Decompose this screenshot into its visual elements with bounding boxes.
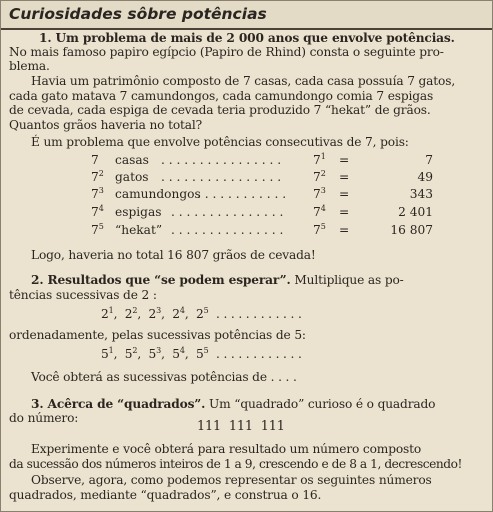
power-5-3: $5^3$,: [148, 346, 165, 361]
section3-line: Observe, agora, como podemos representar os seguintes números: [31, 473, 432, 487]
powers-of-5-row: [101, 347, 302, 362]
section2-heading-rest: Multiplique as po-: [294, 273, 404, 287]
section3-heading-rest: Um “quadrado” curioso é o quadrado: [208, 397, 436, 411]
section1-line: cada gato matava 7 camundongos, cada camundongo comia 7 espigas: [9, 89, 434, 103]
powers-2-dots: . . . . . . . . . . . .: [216, 307, 302, 321]
table-row-power: $7^5$: [313, 222, 326, 237]
power-5-2: $5^2$,: [124, 346, 142, 361]
table-row-dots: . . . . . . . . . . . . . . . .: [161, 153, 282, 167]
section1-conclusion: Logo, haveria no total 16 807 grãos de cevada!: [31, 248, 316, 262]
section1-line: É um problema que envolve potências consecutivas de 7, pois:: [31, 135, 409, 149]
table-row-base: $7^5$: [91, 222, 104, 237]
power-2-5: $2^5$: [196, 306, 209, 321]
table-row-dots: . . . . . . . . . . . . . . .: [171, 223, 284, 237]
header-bar: [1, 1, 492, 30]
table-row-value: 7: [425, 153, 433, 167]
power-5-5: $5^5$: [196, 346, 209, 361]
table-row-item: camundongos: [115, 187, 201, 201]
section1-line: de cevada, cada espiga de cevada teria produzido 7 “hekat” de grãos.: [9, 103, 431, 117]
table-row-dots: . . . . . . . . . . . . . . . .: [161, 170, 282, 184]
section2-heading-line: [31, 273, 404, 288]
table-row-power: $7^1$: [313, 152, 326, 167]
section3-heading-line: [31, 397, 435, 412]
table-row-equals: =: [339, 187, 350, 201]
section3-line: do número:: [9, 411, 79, 425]
section1-line: Quantos grãos haveria no total?: [9, 118, 202, 132]
section3-line: Experimente e você obterá para resultado um número composto: [31, 442, 422, 456]
power-2-3: $2^3$,: [148, 306, 165, 321]
section1-line: No mais famoso papiro egípcio (Papiro de Rhind) consta o seguinte pro-: [9, 45, 444, 59]
table-row-base: $7^2$: [91, 169, 104, 184]
table-row-base: $7^3$: [91, 186, 104, 201]
section3-number: 111 111 111: [197, 419, 285, 434]
section1-heading: 1. Um problema de mais de 2 000 anos que envolve potências.: [39, 31, 455, 45]
table-row-power: $7^4$: [313, 204, 326, 219]
section2-line: tências sucessivas de 2 :: [9, 288, 157, 302]
powers-of-2-row: [101, 307, 302, 322]
powers-5-dots: . . . . . . . . . . . .: [216, 347, 302, 361]
power-5-1: $5^1$,: [101, 346, 118, 361]
section1-line: Havia um patrimônio composto de 7 casas, cada casa possuía 7 gatos,: [31, 74, 456, 88]
table-row-dots: . . . . . . . . . . . . . . .: [171, 205, 284, 219]
table-row-base: $7^4$: [91, 204, 104, 219]
table-row-equals: =: [339, 170, 350, 184]
table-row-item: espigas: [115, 205, 162, 219]
table-row-equals: =: [339, 205, 350, 219]
table-row-value: 16 807: [390, 223, 433, 237]
table-row-equals: =: [339, 223, 350, 237]
table-row-value: 2 401: [398, 205, 433, 219]
table-row-item: gatos: [115, 170, 149, 184]
table-row-power: $7^3$: [313, 186, 326, 201]
power-2-4: $2^4$,: [172, 306, 189, 321]
table-row-base: 7: [91, 153, 99, 167]
section2-heading: 2. Resultados que “se podem esperar”.: [31, 273, 291, 287]
section3-heading: 3. Acêrca de “quadrados”.: [31, 397, 206, 411]
power-5-4: $5^4$,: [172, 346, 189, 361]
section2-line: ordenadamente, pelas sucessivas potências de 5:: [9, 328, 306, 342]
page-title: Curiosidades sôbre potências: [9, 5, 267, 23]
section1-line: blema.: [9, 59, 50, 73]
section2-line: Você obterá as sucessivas potências de . . . .: [31, 370, 297, 384]
table-row-dots: . . . . . . . . . . . .: [197, 187, 287, 201]
table-row-value: 343: [409, 187, 433, 201]
table-row-power: $7^2$: [313, 169, 326, 184]
table-row-item: “hekat”: [115, 223, 163, 237]
table-row-value: 49: [417, 170, 433, 184]
table-row-equals: =: [339, 153, 350, 167]
section3-line: da sucessão dos números inteiros de 1 a 9, crescendo e de 8 a 1, decrescendo!: [9, 457, 462, 471]
power-2-2: $2^2$,: [124, 306, 142, 321]
power-2-1: $2^1$,: [101, 306, 118, 321]
section3-line: quadrados, mediante “quadrados”, e construa o 16.: [9, 488, 322, 502]
table-row-item: casas: [115, 153, 149, 167]
